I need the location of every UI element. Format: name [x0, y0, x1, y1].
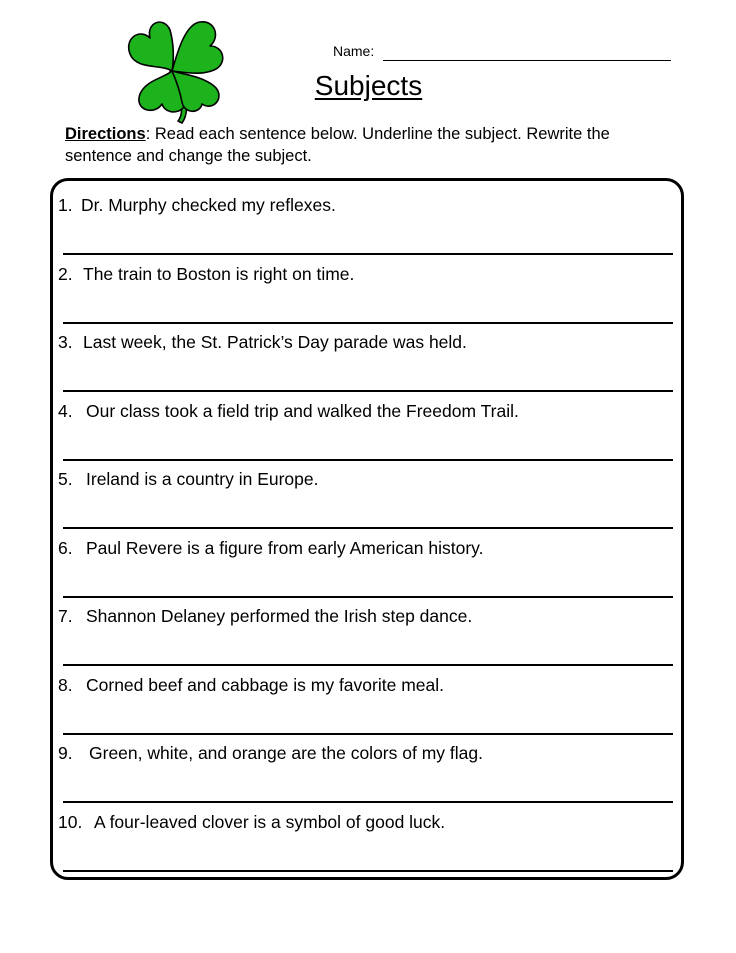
name-label: Name: — [333, 43, 375, 59]
directions-text: : Read each sentence below. Underline the subject. Rewrite the sentence and change the subject. — [65, 125, 610, 165]
sentence-item-10 — [53, 798, 681, 867]
sentence-item-4 — [53, 387, 681, 456]
directions-label: Directions — [65, 125, 146, 143]
sentence-number: 5. — [58, 469, 73, 489]
answer-line[interactable] — [63, 870, 673, 872]
sentence-item-8 — [53, 661, 681, 730]
sentence-text: Shannon Delaney performed the Irish step dance. — [86, 606, 473, 626]
sentence-item-6 — [53, 524, 681, 593]
sentence-text: Green, white, and orange are the colors of my flag. — [89, 743, 483, 763]
sentence-item-2 — [53, 250, 681, 319]
sentence-number: 6. — [58, 537, 73, 558]
sentence-number: 2. — [58, 263, 73, 284]
sentence-item-5 — [53, 455, 681, 524]
sentence-text: The train to Boston is right on time. — [83, 263, 355, 284]
sentence-item-9 — [53, 729, 681, 798]
sentence-text: Last week, the St. Patrick’s Day parade was held. — [83, 332, 467, 352]
sentence-number: 7. — [58, 606, 73, 626]
sentence-number: 3. — [58, 332, 73, 352]
sentence-number: 1. — [58, 195, 73, 215]
sentence-text: Paul Revere is a figure from early American history. — [86, 537, 484, 558]
worksheet-title: Subjects — [314, 70, 423, 101]
sentence-item-7 — [53, 592, 681, 661]
sentence-text: Our class took a field trip and walked the Freedom Trail. — [86, 400, 519, 421]
sentence-item-1 — [53, 181, 681, 250]
sentence-number: 8. — [58, 674, 73, 695]
name-line[interactable] — [383, 60, 671, 61]
directions — [65, 123, 665, 167]
sentence-number: 9. — [58, 743, 73, 763]
sentence-number: 10. — [58, 811, 83, 832]
sentence-text: A four-leaved clover is a symbol of good luck. — [94, 811, 446, 832]
sentence-text: Ireland is a country in Europe. — [86, 469, 319, 489]
sentence-box — [50, 178, 684, 880]
sentence-number: 4. — [58, 400, 73, 421]
sentence-text: Dr. Murphy checked my reflexes. — [81, 195, 336, 215]
sentence-item-3 — [53, 318, 681, 387]
sentence-text: Corned beef and cabbage is my favorite meal. — [86, 674, 444, 695]
